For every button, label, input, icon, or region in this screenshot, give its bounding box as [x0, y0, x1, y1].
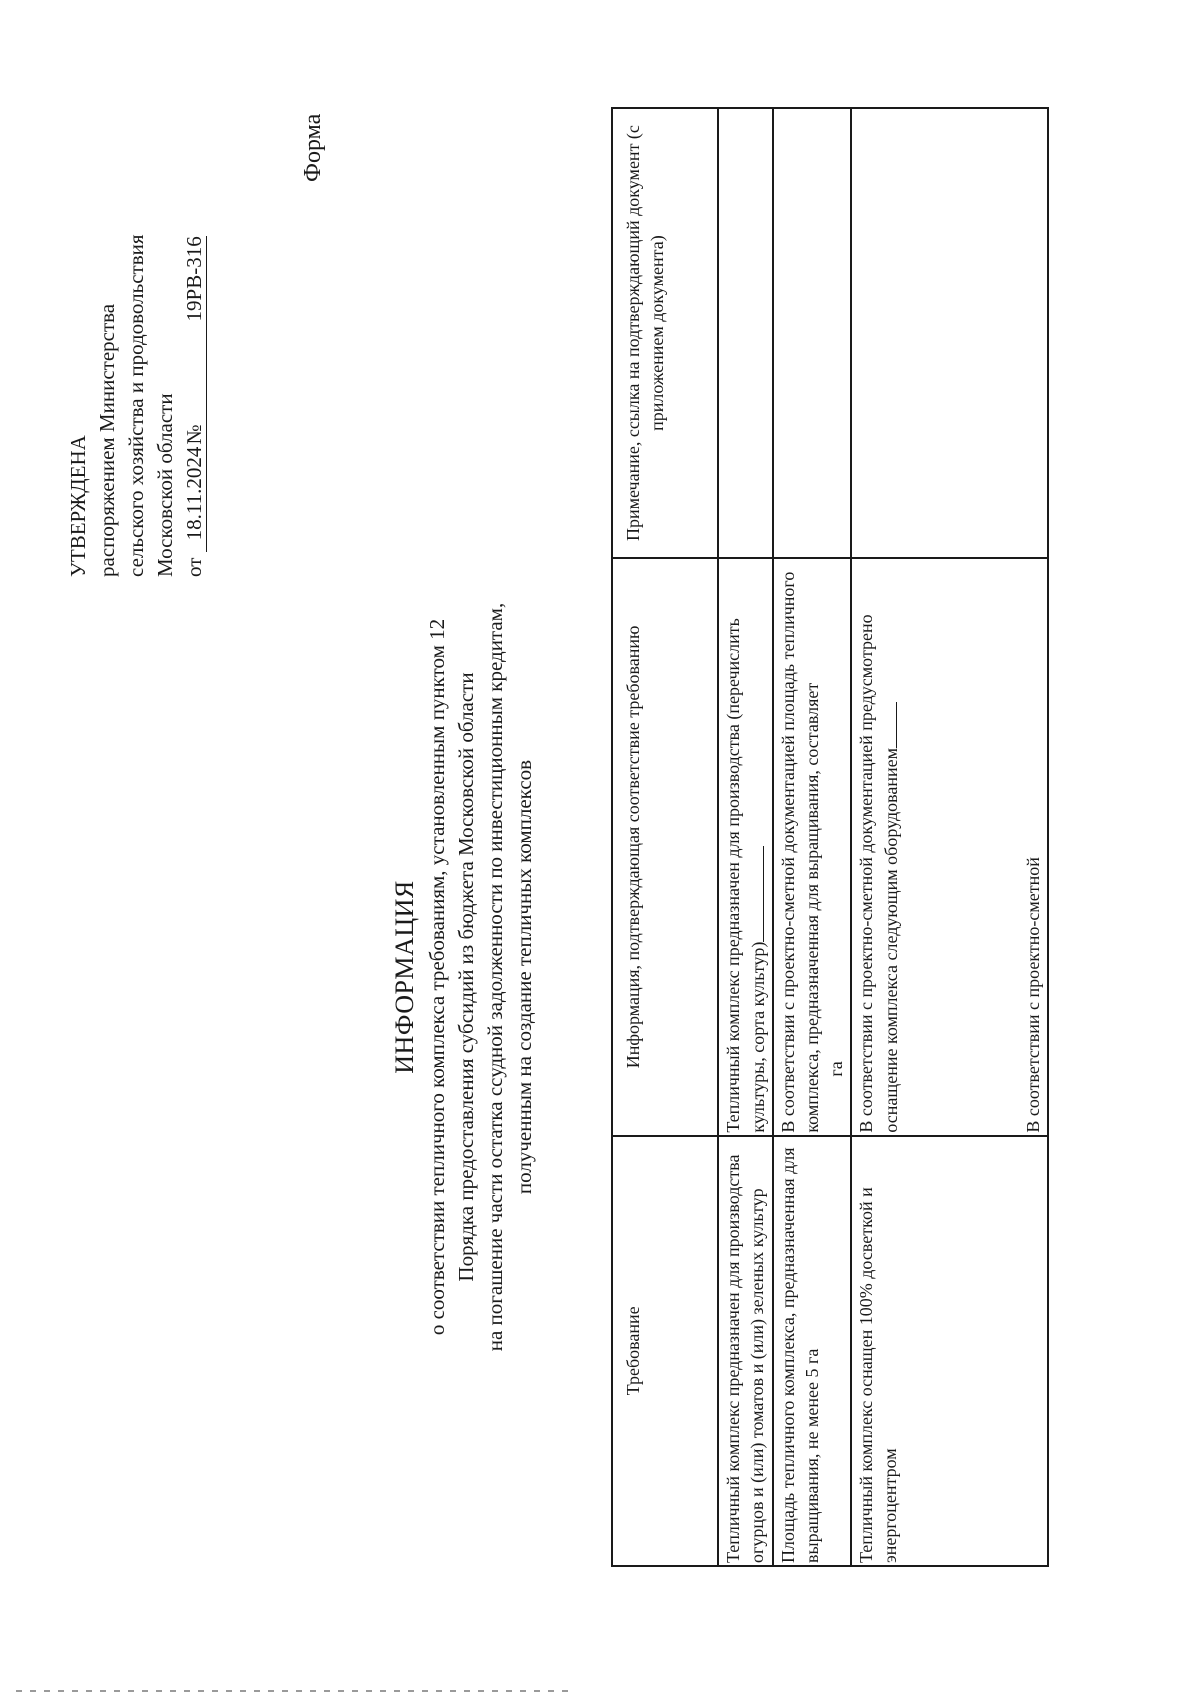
title-line: полученным на создание тепличных комплексов [512, 759, 536, 1195]
document-title-block [390, 377, 539, 1577]
number-label: № [182, 424, 206, 445]
approval-title: УТВЕРЖДЕНА [66, 435, 90, 577]
fill-in-blank [878, 702, 897, 748]
note-cell [773, 108, 851, 558]
info-cell [851, 558, 1048, 1136]
document-heading: ИНФОРМАЦИЯ [390, 880, 419, 1074]
info-cell [718, 558, 773, 1136]
requirement-cell: Тепличный комплекс предназначен для производства огурцов и (или) томатов и (или) зеленых культур [718, 1136, 773, 1566]
approval-date-line [180, 217, 209, 577]
note-cell [851, 108, 1048, 558]
table-row [851, 108, 1048, 1566]
title-line: на погашение части остатка ссудной задолженности по инвестиционным кредитам, [483, 602, 507, 1352]
requirements-table [611, 107, 1049, 1567]
title-line: Порядка предоставления субсидий из бюджета Московской области [454, 672, 478, 1282]
table-header-row [612, 108, 718, 1566]
column-header-note: Примечание, ссылка на подтверждающий документ (с приложением документа) [612, 108, 718, 558]
info-unit: га [826, 1061, 846, 1077]
table-row [718, 108, 773, 1566]
info-text: Тепличный комплекс предназначен для производства (перечислить культуры, сорта культур) [723, 618, 768, 1133]
note-cell [718, 108, 773, 558]
column-header-info: Информация, подтверждающая соответствие требованию [612, 558, 718, 1136]
fill-in-blank [745, 846, 764, 942]
approval-stamp [64, 217, 209, 577]
column-header-requirement: Требование [612, 1136, 718, 1566]
requirement-cell: Тепличный комплекс оснащен 100% досветкой и энергоцентром [851, 1136, 1048, 1566]
from-label: от [182, 557, 206, 577]
title-line: о соответствии тепличного комплекса требованиям, установленным пунктом 12 [425, 618, 449, 1336]
form-label: Форма [300, 113, 326, 182]
approval-line: сельского хозяйства и продовольствия [124, 234, 148, 577]
info-text: В соответствии с проектно-сметной документацией площадь тепличного комплекса, предназначенная для выращивания, составляет [778, 571, 822, 1133]
scan-edge-noise [16, 1690, 576, 1692]
info-cell [773, 558, 851, 1136]
table-row [773, 108, 851, 1566]
approval-line: Московской области [153, 393, 177, 577]
approval-number: 19РВ-316 [182, 236, 207, 424]
blank-space [903, 561, 1021, 1133]
requirement-cell: Площадь тепличного комплекса, предназначенная для выращивания, не менее 5 га [773, 1136, 851, 1566]
approval-date: 18.11.2024 [182, 444, 207, 552]
info-text: В соответствии с проектно-сметной документацией предусмотрено оснащение комплекса следующим оборудованием [856, 614, 901, 1133]
approval-line: распоряжением Министерства [95, 303, 119, 577]
info-text-continued: В соответствии с проектно-сметной [1023, 857, 1043, 1133]
